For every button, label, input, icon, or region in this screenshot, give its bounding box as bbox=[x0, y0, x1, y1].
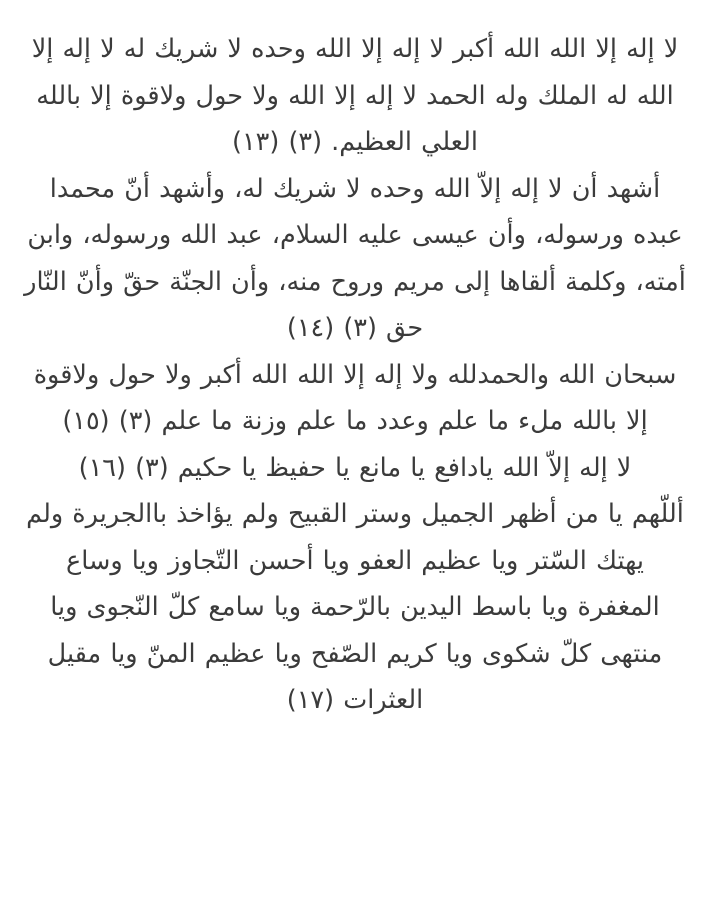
dhikr-entry-16 bbox=[24, 445, 686, 492]
dhikr-text-14: أشهد أن لا إله إلاّ الله وحده لا شريك له، وأشهد أنّ محمدا عبده ورسوله، وأن عيسى عليه السلام، عبد الله ورسوله، وابن أمته، وكلمة ألقاها إلى مريم وروح منه، وأن الجنّة حقّ وأنّ النّار حق bbox=[24, 173, 686, 343]
dhikr-text-13: لا إله إلا الله الله أكبر لا إله إلا الله وحده لا شريك له لا إله إلا الله له الملك وله الحمد لا إله إلا الله ولا حول ولاقوة إلا بالله العلي العظيم. bbox=[31, 34, 679, 157]
dhikr-entry-17 bbox=[24, 491, 686, 724]
dhikr-count-16: (٣) bbox=[135, 452, 169, 483]
dhikr-entry-13 bbox=[24, 26, 686, 166]
dhikr-number-14: (١٤) bbox=[286, 313, 335, 343]
dhikr-number-13: (١٣) bbox=[232, 127, 280, 157]
dhikr-count-14: (٣) bbox=[343, 313, 377, 343]
dhikr-entry-15 bbox=[24, 352, 686, 445]
dhikr-entry-14 bbox=[24, 166, 686, 352]
dhikr-number-15: (١٥) bbox=[62, 406, 110, 436]
dhikr-count-15: (٣) bbox=[118, 406, 153, 436]
dhikr-text-17: أللّهم يا من أظهر الجميل وستر القبيح ولم يؤاخذ باالجريرة ولم يهتك السّتر ويا عظيم العفو ويا أحسن التّجاوز ويا وساع المغفرة ويا باسط اليدين بالرّحمة ويا سامع كلّ النّجوى ويا منتهى كلّ شكوى ويا كريم الصّفح ويا عظيم المنّ ويا مقيل العثرات bbox=[26, 499, 684, 715]
dhikr-text-16: لا إله إلاّ الله يادافع يا مانع يا حفيظ يا حكيم bbox=[177, 452, 632, 483]
dhikr-number-16: (١٦) bbox=[78, 452, 126, 483]
dhikr-text-15: سبحان الله والحمدلله ولا إله إلا الله الله أكبر ولا حول ولاقوة إلا بالله ملء ما علم وعدد ما علم وزنة ما علم bbox=[33, 359, 677, 436]
dhikr-count-13: (٣) bbox=[288, 127, 323, 157]
dhikr-list bbox=[24, 26, 686, 724]
dhikr-number-17: (١٧) bbox=[286, 685, 335, 715]
